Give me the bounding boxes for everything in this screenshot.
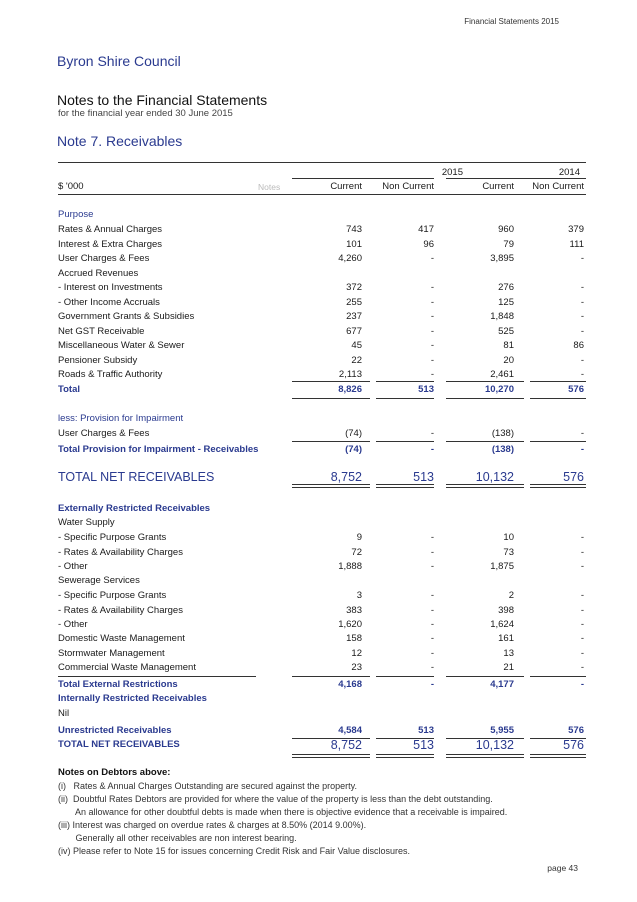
rule-line <box>446 484 524 488</box>
table-row <box>58 310 586 324</box>
row-label: - Rates & Availability Charges <box>58 546 183 558</box>
table-row <box>58 368 586 382</box>
cell-value: 4,584 <box>338 725 362 736</box>
cell-value: - <box>580 604 584 616</box>
table-row <box>58 427 586 441</box>
column-header-row <box>58 180 586 194</box>
table-row <box>58 589 586 603</box>
unit-label: $ '000 <box>58 181 84 192</box>
cell-value: - <box>430 662 434 673</box>
rule-line <box>446 398 524 399</box>
cell-value: 1,875 <box>490 561 514 572</box>
nil-row <box>58 707 586 721</box>
cell-value: 576 <box>568 725 584 736</box>
year-2015: 2015 <box>441 167 463 178</box>
row-label: Accrued Revenues <box>58 267 139 279</box>
rule-line <box>292 381 370 382</box>
row-label: Net GST Receivable <box>58 325 145 337</box>
document-subtitle: for the financial year ended 30 June 2015 <box>58 108 233 119</box>
row-label: - Other <box>58 561 88 572</box>
cell-value: 4,168 <box>338 679 362 690</box>
cell-value: 8,826 <box>338 384 362 395</box>
cell-value: (74) <box>345 444 362 455</box>
cell-value: 8,752 <box>330 470 362 484</box>
cell-value: - <box>580 354 584 366</box>
note-title: Note 7. Receivables <box>57 133 183 149</box>
cell-value: 2,113 <box>338 369 362 380</box>
subheading-water <box>58 516 586 530</box>
cell-value: - <box>580 325 584 337</box>
row-label: - Other Income Accruals <box>58 296 160 308</box>
cell-value: - <box>580 679 584 690</box>
cell-value: 2 <box>508 590 514 601</box>
document-title: Notes to the Financial Statements <box>57 92 268 108</box>
year-rule-2014 <box>446 178 586 179</box>
row-label: Roads & Traffic Authority <box>58 369 163 380</box>
row-label: Government Grants & Subsidies <box>58 311 195 322</box>
running-header: Financial Statements 2015 <box>464 17 559 26</box>
cell-value: (138) <box>491 444 514 455</box>
cell-value: (74) <box>345 428 362 439</box>
cell-value: 372 <box>346 282 362 293</box>
cell-value: - <box>580 428 584 439</box>
cell-value: - <box>430 647 434 659</box>
row-label: Sewerage Services <box>58 575 140 586</box>
row-label: Nil <box>58 708 70 719</box>
cell-value: - <box>580 282 584 293</box>
cell-value: - <box>580 590 584 601</box>
table-row <box>58 531 586 545</box>
rule-line <box>376 441 434 442</box>
rule-line <box>446 441 524 442</box>
note-line: (iii) Interest was charged on overdue rates & charges at 8.50% (2014 9.00%). <box>58 820 367 830</box>
row-label: Commercial Waste Management <box>58 662 196 673</box>
total-row <box>58 443 586 457</box>
table-row <box>58 647 586 661</box>
cell-value: 4,260 <box>338 253 362 264</box>
cell-value: 96 <box>423 238 434 250</box>
cell-value: 576 <box>568 384 584 395</box>
table-row <box>58 354 586 368</box>
column-header: Non Current <box>382 181 434 192</box>
rule-line <box>530 441 586 442</box>
cell-value: - <box>430 679 434 690</box>
cell-value: - <box>580 311 584 322</box>
cell-value: - <box>430 296 434 308</box>
row-label: Total Provision for Impairment - Receivables <box>58 444 259 455</box>
rule-line <box>530 381 586 382</box>
cell-value: - <box>430 325 434 337</box>
net-total-row <box>58 469 586 483</box>
cell-value: 576 <box>563 470 584 484</box>
cell-value: - <box>430 369 434 380</box>
rule-line <box>530 676 586 677</box>
cell-value: 276 <box>498 282 514 293</box>
cell-value: 72 <box>351 546 362 558</box>
organisation-name: Byron Shire Council <box>57 53 181 69</box>
cell-value: 12 <box>351 647 362 659</box>
table-top-rule <box>58 162 586 163</box>
cell-value: 10,132 <box>475 738 514 752</box>
subheading-sewer <box>58 574 586 588</box>
rule-line <box>292 754 370 758</box>
table-row <box>58 618 586 632</box>
cell-value: 525 <box>498 325 514 337</box>
rule-line <box>376 381 434 382</box>
cell-value: - <box>430 428 434 439</box>
section-heading-external <box>58 502 586 516</box>
cell-value: 10 <box>503 532 514 543</box>
row-label: Rates & Annual Charges <box>58 224 163 235</box>
note-line: Generally all other receivables are non interest bearing. <box>58 833 297 843</box>
column-header: Current <box>330 181 362 192</box>
cell-value: 3,895 <box>490 253 514 264</box>
section-heading-purpose <box>58 208 586 222</box>
table-row <box>58 281 586 295</box>
cell-value: - <box>580 444 584 455</box>
cell-value: 383 <box>346 604 362 616</box>
cell-value: (138) <box>491 428 514 439</box>
row-label: User Charges & Fees <box>58 253 150 264</box>
cell-value: 379 <box>568 224 584 235</box>
cell-value: - <box>430 253 434 264</box>
row-label: - Specific Purpose Grants <box>58 532 167 543</box>
cell-value: 8,752 <box>330 738 362 752</box>
cell-value: - <box>580 369 584 380</box>
cell-value: 237 <box>346 311 362 322</box>
row-label: Domestic Waste Management <box>58 633 185 644</box>
cell-value: 398 <box>498 604 514 616</box>
cell-value: - <box>430 444 434 455</box>
row-label: Miscellaneous Water & Sewer <box>58 340 185 351</box>
row-label: Purpose <box>58 209 94 220</box>
cell-value: 513 <box>413 738 434 752</box>
cell-value: - <box>430 619 434 630</box>
year-2014: 2014 <box>558 167 580 178</box>
section-heading-impairment <box>58 412 586 426</box>
rule-line <box>530 398 586 399</box>
section-heading-internal <box>58 692 586 706</box>
rule-line <box>446 381 524 382</box>
cell-value: 417 <box>418 224 434 235</box>
table-row <box>58 252 586 266</box>
cell-value: - <box>430 282 434 293</box>
row-label: Stormwater Management <box>58 647 165 659</box>
rule-line <box>530 754 586 758</box>
cell-value: - <box>430 340 434 351</box>
rule-line <box>292 484 370 488</box>
row-label: less: Provision for Impairment <box>58 413 184 424</box>
header-bottom-rule <box>58 194 586 195</box>
cell-value: - <box>580 296 584 308</box>
cell-value: - <box>430 561 434 572</box>
row-label: - Interest on Investments <box>58 282 163 293</box>
row-label: - Rates & Availability Charges <box>58 604 183 616</box>
cell-value: - <box>580 253 584 264</box>
rule-line <box>446 676 524 677</box>
cell-value: - <box>430 532 434 543</box>
row-label: User Charges & Fees <box>58 428 150 439</box>
total-row <box>58 678 586 692</box>
notes-column-label: Notes <box>258 182 281 192</box>
cell-value: 677 <box>346 325 362 337</box>
cell-value: - <box>430 590 434 601</box>
rule-line <box>292 441 370 442</box>
cell-value: 5,955 <box>490 725 514 736</box>
unrestricted-row <box>58 724 586 738</box>
year-rule-2015 <box>292 178 434 179</box>
cell-value: 161 <box>498 633 514 644</box>
rule-line <box>376 754 434 758</box>
cell-value: 255 <box>346 296 362 308</box>
cell-value: - <box>580 662 584 673</box>
rule-line <box>446 754 524 758</box>
row-label: Unrestricted Receivables <box>58 725 172 736</box>
cell-value: 21 <box>503 662 514 673</box>
cell-value: 45 <box>351 340 362 351</box>
cell-value: 2,461 <box>490 369 514 380</box>
total-row <box>58 383 586 397</box>
row-label: - Specific Purpose Grants <box>58 590 167 601</box>
table-row <box>58 560 586 574</box>
cell-value: - <box>580 546 584 558</box>
cell-value: 111 <box>569 238 584 250</box>
cell-value: 23 <box>351 662 362 673</box>
cell-value: 4,177 <box>490 679 514 690</box>
row-label: Pensioner Subsidy <box>58 354 138 366</box>
column-header: Non Current <box>532 181 584 192</box>
cell-value: 20 <box>503 354 514 366</box>
rule-line <box>292 676 370 677</box>
cell-value: 1,624 <box>490 619 514 630</box>
cell-value: 3 <box>356 590 362 601</box>
row-label: Water Supply <box>58 517 115 528</box>
cell-value: 513 <box>418 725 434 736</box>
cell-value: - <box>430 546 434 558</box>
cell-value: 9 <box>356 532 362 543</box>
table-row <box>58 238 586 252</box>
cell-value: - <box>430 311 434 322</box>
page-number: page 43 <box>547 863 578 873</box>
row-label: Interest & Extra Charges <box>58 238 163 250</box>
cell-value: 960 <box>498 224 514 235</box>
rule-line <box>58 676 256 677</box>
cell-value: 576 <box>563 738 584 752</box>
row-label: Total External Restrictions <box>58 679 178 690</box>
cell-value: 79 <box>503 238 514 250</box>
row-label: TOTAL NET RECEIVABLES <box>58 470 215 484</box>
table-row <box>58 604 586 618</box>
cell-value: - <box>430 604 434 616</box>
cell-value: - <box>580 619 584 630</box>
table-row <box>58 546 586 560</box>
rule-line <box>376 398 434 399</box>
note-line: (ii) Doubtful Rates Debtors are provided for where the value of the property is less than the debt outstanding. <box>58 794 493 804</box>
row-label: Internally Restricted Receivables <box>58 693 207 704</box>
cell-value: - <box>580 532 584 543</box>
row-label: TOTAL NET RECEIVABLES <box>58 739 180 750</box>
cell-value: 743 <box>346 224 362 235</box>
table-row <box>58 632 586 646</box>
cell-value: - <box>430 354 434 366</box>
cell-value: 1,848 <box>490 311 514 322</box>
cell-value: - <box>580 633 584 644</box>
rule-line <box>292 398 370 399</box>
cell-value: 1,620 <box>338 619 362 630</box>
table-row <box>58 296 586 310</box>
note-line: (i) Rates & Annual Charges Outstanding are secured against the property. <box>58 781 357 791</box>
note-line: An allowance for other doubtful debts is made when there is objective evidence that a receivable is impaired. <box>58 807 508 817</box>
cell-value: - <box>580 561 584 572</box>
row-label: Total <box>58 384 80 395</box>
column-header: Current <box>482 181 514 192</box>
cell-value: 81 <box>503 340 514 351</box>
cell-value: 10,270 <box>484 384 514 395</box>
cell-value: 125 <box>498 296 514 308</box>
cell-value: 10,132 <box>475 470 514 484</box>
rule-line <box>530 484 586 488</box>
cell-value: 73 <box>503 546 514 558</box>
cell-value: 1,888 <box>338 561 362 572</box>
table-row <box>58 325 586 339</box>
net-total-row <box>58 738 586 754</box>
cell-value: 101 <box>346 238 362 250</box>
cell-value: - <box>580 647 584 659</box>
cell-value: - <box>430 633 434 644</box>
cell-value: 158 <box>346 633 362 644</box>
cell-value: 513 <box>418 384 434 395</box>
notes-heading: Notes on Debtors above: <box>58 767 171 778</box>
note-line: (iv) Please refer to Note 15 for issues concerning Credit Risk and Fair Value disclosures. <box>58 846 410 856</box>
cell-value: 513 <box>413 470 434 484</box>
table-row <box>58 267 586 281</box>
row-label: Externally Restricted Receivables <box>58 503 211 514</box>
row-label: - Other <box>58 619 88 630</box>
rule-line <box>376 484 434 488</box>
table-row <box>58 223 586 237</box>
cell-value: 13 <box>503 647 514 659</box>
table-row <box>58 339 586 353</box>
rule-line <box>376 676 434 677</box>
cell-value: 86 <box>573 340 584 351</box>
cell-value: 22 <box>351 354 362 366</box>
table-row <box>58 661 586 675</box>
